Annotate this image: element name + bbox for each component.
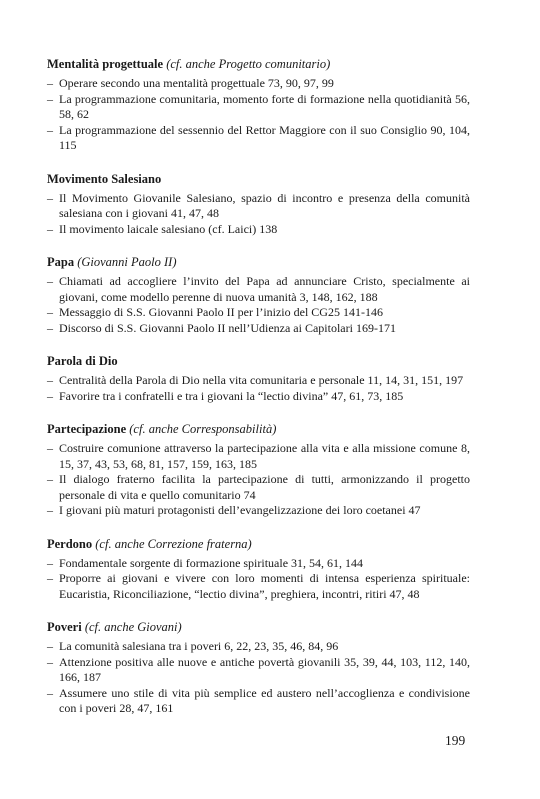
index-entry-text: La programmazione comunitaria, momento forte di formazione nella quotidianità 56, 58, 62	[59, 91, 470, 121]
index-entry	[47, 389, 470, 405]
index-entry	[47, 305, 470, 321]
index-entry-text: Fondamentale sorgente di formazione spirituale 31, 54, 61, 144	[59, 555, 364, 570]
index-section	[47, 171, 470, 238]
index-entry-text: La comunità salesiana tra i poveri 6, 22, 23, 35, 46, 84, 96	[59, 639, 339, 653]
index-term: Mentalità progettuale	[47, 57, 164, 71]
index-entry	[47, 655, 470, 686]
index-heading	[47, 353, 470, 370]
index-entry	[47, 222, 470, 238]
index-content	[47, 56, 470, 734]
index-entry	[47, 472, 470, 503]
index-term: Parola di Dio	[47, 354, 118, 368]
dash-bullet: –	[47, 555, 53, 570]
index-term: Papa	[47, 255, 75, 269]
index-entry	[47, 76, 470, 92]
index-entry-text: Proporre ai giovani e vivere con loro momenti di intensa esperienza spirituale: Eucaristia, Riconciliazione, “lectio divina”, preghiera, incontri, ritiri 47, 48	[59, 571, 470, 601]
index-entry	[47, 191, 470, 222]
index-entry-list	[47, 639, 470, 717]
dash-bullet: –	[47, 654, 53, 669]
index-entry	[47, 274, 470, 305]
index-entry-list	[47, 373, 470, 404]
index-cross-reference: (cf. anche Progetto comunitario)	[163, 57, 331, 71]
index-entry-text: Favorire tra i confratelli e tra i giovani la “lectio divina” 47, 61, 73, 185	[59, 388, 404, 403]
index-entry-list	[47, 274, 470, 336]
dash-bullet: –	[47, 441, 53, 455]
dash-bullet: –	[47, 571, 53, 585]
index-entry	[47, 503, 470, 519]
index-entry-text: I giovani più maturi protagonisti dell’evangelizzazione dei loro coetanei 47	[59, 503, 421, 517]
index-entry-text: Chiamati ad accogliere l’invito del Papa ad annunciare Cristo, specialmente ai giovani, come modello perenne di nuova umanità 3, 148, 162, 188	[59, 274, 470, 304]
index-entry	[47, 321, 470, 337]
index-cross-reference: (cf. anche Giovani)	[81, 620, 182, 634]
index-section	[47, 536, 470, 603]
index-entry	[47, 639, 470, 655]
index-entry-text: Il Movimento Giovanile Salesiano, spazio di incontro e presenza della comunità salesiana con i giovani 41, 47, 48	[59, 190, 470, 220]
index-cross-reference: (Giovanni Paolo II)	[74, 255, 177, 269]
index-cross-reference: (cf. anche Correzione fraterna)	[92, 536, 252, 551]
index-entry-list	[47, 556, 470, 603]
index-term: Partecipazione	[47, 422, 127, 436]
index-entry-text: Attenzione positiva alle nuove e antiche povertà giovanili 35, 39, 44, 103, 112, 140, 166, 187	[59, 654, 470, 684]
dash-bullet: –	[47, 373, 53, 387]
dash-bullet: –	[47, 274, 53, 288]
index-section	[47, 56, 470, 154]
index-entry-text: Centralità della Parola di Dio nella vita comunitaria e personale 11, 14, 31, 151, 197	[59, 373, 464, 387]
index-entry	[47, 123, 470, 154]
index-cross-reference: (cf. anche Corresponsabilità)	[126, 422, 277, 436]
dash-bullet: –	[47, 76, 53, 90]
index-heading	[47, 171, 470, 188]
dash-bullet: –	[47, 639, 53, 653]
index-heading	[47, 56, 470, 73]
index-entry	[47, 373, 470, 389]
dash-bullet: –	[47, 221, 53, 236]
dash-bullet: –	[47, 320, 53, 335]
index-entry-text: La programmazione del sessennio del Rettor Maggiore con il suo Consiglio 90, 104, 115	[59, 122, 470, 152]
index-section	[47, 619, 470, 717]
index-section	[47, 254, 470, 336]
dash-bullet: –	[47, 472, 53, 486]
index-heading	[47, 254, 470, 271]
index-entry	[47, 556, 470, 572]
index-entry-list	[47, 191, 470, 238]
index-entry-list	[47, 441, 470, 519]
page-number: 199	[445, 733, 466, 748]
index-heading	[47, 536, 470, 553]
index-entry-text: Operare secondo una mentalità progettuale 73, 90, 97, 99	[59, 76, 334, 90]
dash-bullet: –	[47, 305, 53, 319]
dash-bullet: –	[47, 503, 53, 517]
index-term: Movimento Salesiano	[47, 171, 162, 186]
dash-bullet: –	[47, 91, 53, 106]
index-entry	[47, 686, 470, 717]
index-entry	[47, 92, 470, 123]
index-term: Perdono	[47, 536, 93, 551]
dash-bullet: –	[47, 685, 53, 700]
index-entry-text: Il dialogo fraterno facilita la partecipazione di tutti, armonizzando il progetto personale di vita e quello comunitario 74	[59, 472, 470, 502]
index-term: Poveri	[47, 620, 82, 634]
index-heading	[47, 421, 470, 438]
dash-bullet: –	[47, 190, 53, 205]
index-entry-text: Discorso di S.S. Giovanni Paolo II nell’Udienza ai Capitolari 169-171	[59, 320, 396, 335]
index-section	[47, 421, 470, 519]
index-entry	[47, 571, 470, 602]
dash-bullet: –	[47, 388, 53, 403]
index-entry-text: Costruire comunione attraverso la partecipazione alla vita e alla missione comune 8, 15, 37, 43, 53, 68, 81, 157, 159, 163, 185	[59, 441, 470, 471]
dash-bullet: –	[47, 122, 53, 137]
index-section	[47, 353, 470, 404]
index-entry-text: Assumere uno stile di vita più semplice ed austero nell’accoglienza e condivisione con i poveri 28, 47, 161	[59, 685, 470, 715]
index-entry	[47, 441, 470, 472]
index-entry-list	[47, 76, 470, 154]
index-entry-text: Messaggio di S.S. Giovanni Paolo II per l’inizio del CG25 141-146	[59, 305, 383, 319]
index-heading	[47, 619, 470, 636]
index-entry-text: Il movimento laicale salesiano (cf. Laici) 138	[59, 221, 278, 236]
